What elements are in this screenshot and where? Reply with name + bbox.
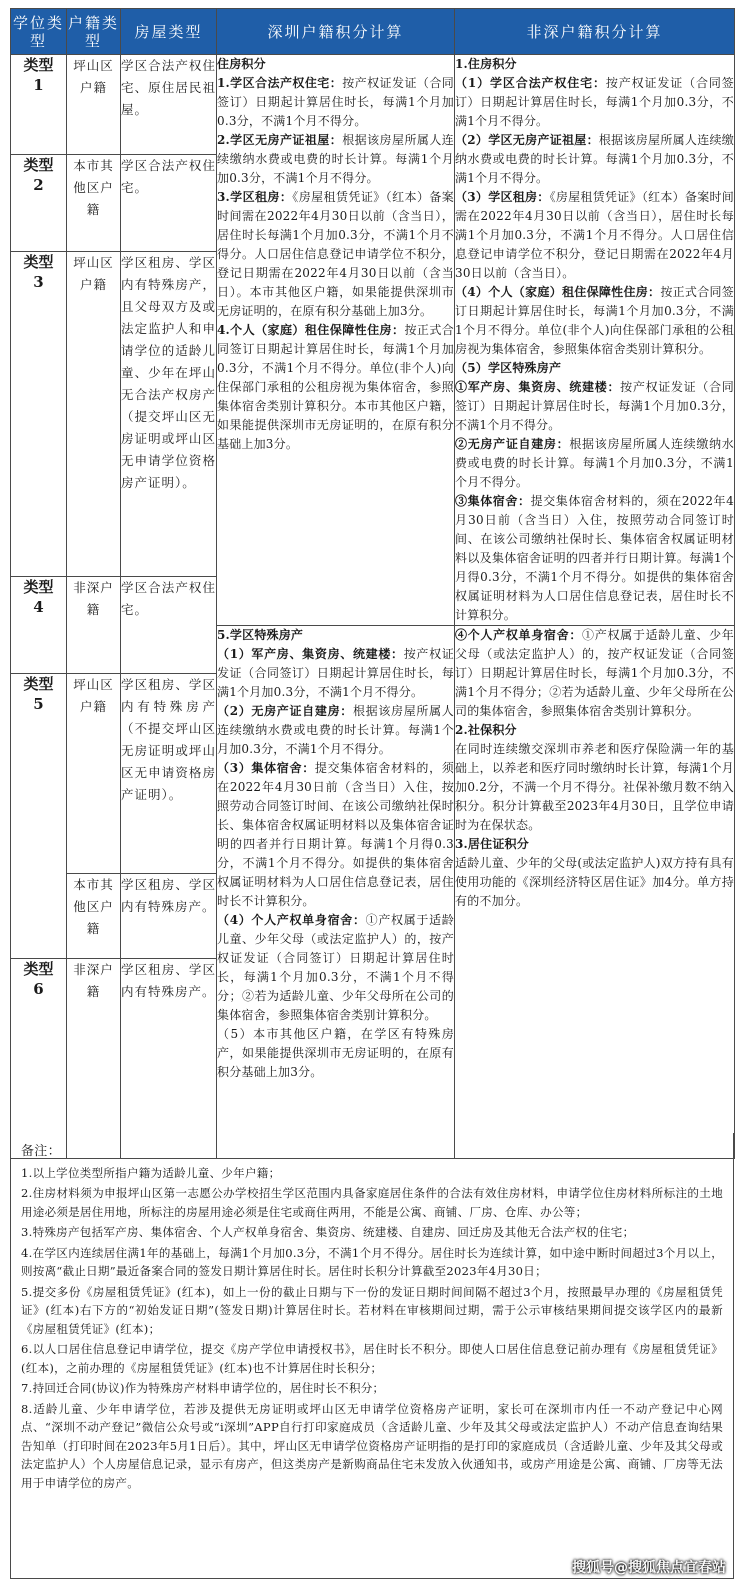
type-6-label: 类型 6 [23, 960, 54, 998]
type-4-huji: 非深户籍 [67, 577, 121, 674]
type-1-cell [11, 55, 67, 155]
note-5: 5.提交多份《房屋租赁凭证》(红本)，如上一份的截止日期与下一份的发证日期时间间隔不超过3个月，按照最早办理的《房屋租赁凭证》(红本)右下方的“初始发证日期”(签发日期)计算居住时长。若材料在审核期间过期，需于公示审核结果期间提交该学区内的最新《房屋租赁凭证》(红本)； [21, 1284, 723, 1336]
sz-item-3 [217, 188, 454, 321]
type-5-cell [11, 674, 67, 959]
type-1-label: 类型 1 [23, 56, 54, 94]
fs-item-1-label: （1）学区合法产权住宅： [455, 76, 606, 90]
sz-item-4-label: 4.个人（家庭）租住保障性住房： [217, 323, 405, 337]
header-row [11, 9, 735, 55]
shenzhen-block-1 [217, 55, 455, 626]
sz-special-4-label: （4）个人产权单身宿舍： [217, 913, 366, 927]
sz-special-title: 5.学区特殊房产 [217, 628, 304, 642]
note-6: 6.以人口居住信息登记申请学位，提交《房产学位申请授权书》，居住时长不积分。即使人口居住信息登记前办理有《房屋租赁凭证》(红本)，之前办理的《房屋租赁凭证》(红本)也不计算居住时长积分； [21, 1342, 723, 1375]
type-5-huji-2: 本市其他区户籍 [67, 874, 121, 959]
sz-special-3-text: 提交集体宿舍材料的，须在2022年4月30日前（含当日）入住，按照劳动合同签订时间、在该公司缴纳社保时长、集体宿舍权属证明材料以及集体宿舍证明的四者并行日期计算。每满1个月得0.3分，不满1个月不得分。如提供的集体宿舍权属证明材料为人口居住信息登记表，居住时长不计算积分。 [217, 761, 455, 908]
type-1-huji: 坪山区户籍 [67, 55, 121, 155]
header-shenzhen-points: 深圳户籍积分计算 [217, 9, 455, 55]
fs-special-a [455, 378, 734, 435]
fs-item-1-text: 按产权证发证（合同签订）日期起计算居住时长，每满1个月加0.3分，不满1个月不得分。 [455, 76, 734, 128]
notes-title: 备注： [21, 1144, 61, 1159]
fs-special-a-label: ①军产房、集资房、统建楼： [455, 380, 621, 394]
points-table [10, 8, 735, 1159]
type-6-house: 学区租房、学区内有特殊房产。 [121, 959, 217, 1159]
sz-item-2-label: 2.学区无房产证祖屋： [217, 133, 343, 147]
fs-residence-title: 3.居住证积分 [455, 837, 529, 851]
type-3-huji: 坪山区户籍 [67, 252, 121, 577]
note-8: 8.适龄儿童、少年申请学位，若涉及提供无房证明或坪山区无申请学位资格房产证明，家长可在深圳市内任一不动产登记中心网点、“深圳不动产登记”微信公众号或“i深圳”APP自行打印家庭成员（含适龄儿童、少年及其父母或法定监护人）不动产信息查询结果告知单（打印时间在2023年5月1日后）。其中，坪山区无申请学位资格房产证明指的是打印的家庭成员（含适龄儿童、少年及其父母或法定监护人）个人房屋信息记录，显示有房产，但这类房产是新购商品住宅未发放入伙通知书，或房产用途是公寓、商铺、厂房等无法用于申请学位的房产。 [21, 1401, 723, 1490]
type-1-house: 学区合法产权住宅、原住居民祖屋。 [121, 55, 217, 155]
type-2-huji: 本市其他区户籍 [67, 155, 121, 252]
sz-item-2 [217, 131, 454, 188]
fs-item-2-label: （2）学区无房产证祖屋： [455, 133, 599, 147]
fs-special-d-text: ①产权属于适龄儿童、少年父母（或法定监护人）的，按产权证发证（合同签订）日期起计算居住时长，每满1个月加0.3分，不满1个月不得分；②若为适龄儿童、少年父母所在公司的集体宿舍，参照集体宿舍类别计算积分。 [455, 628, 734, 718]
fs-item-3 [455, 188, 734, 283]
sz-item-1 [217, 74, 454, 131]
sz-special-1 [217, 645, 454, 702]
note-3: 3.特殊房产包括军产房、集体宿舍、个人产权单身宿舍、集资房、统建楼、自建房、回迁房及其他无合法产权的住宅； [21, 1225, 635, 1239]
fs-special-b [455, 435, 734, 492]
fs-special-c [455, 492, 734, 625]
note-4: 4.在学区内连续居住满1年的基础上，每满1个月加0.3分，不满1个月不得分。居住时长为连续计算，如中途中断时间超过3个月以上，则按离“截止日期”最近备案合同的签发日期计算居住时长。居住时长积分计算截至2023年4月30日； [21, 1245, 723, 1278]
note-7: 7.持回迁合同(协议)作为特殊房产材料申请学位的，居住时长不积分； [21, 1381, 385, 1395]
sz-housing-title: 住房积分 [217, 57, 266, 71]
sz-special-3-label: （3）集体宿舍： [217, 761, 315, 775]
fs-item-3-label: （3）学区租房： [455, 190, 550, 204]
fs-item-1 [455, 74, 734, 131]
fs-special-c-label: ③集体宿舍： [455, 494, 531, 508]
fs-special-d-label: ④个人产权单身宿舍： [455, 628, 583, 642]
header-nonshenzhen-points: 非深户籍积分计算 [455, 9, 735, 55]
header-house-type: 房屋类型 [121, 9, 217, 55]
sz-item-3-text: 《房屋租赁凭证》（红本）备案时间需在2022年4月30日以前（含当日），居住时长每满1个月加0.3分，不满1个月不得分。人口居住信息登记申请学位不积分，登记日期需在2022年4月30日以前（含当日）。本市其他区户籍，如果能提供深圳市无房证明的，在原有积分基础上加3分。 [217, 190, 454, 318]
fs-special-title: （5）学区特殊房产 [455, 361, 562, 375]
sz-special-1-label: （1）军产房、集资房、统建楼： [217, 647, 404, 661]
type-4-house: 学区合法产权住宅。 [121, 577, 217, 674]
sz-special-2-text: 根据该房屋所属人连续缴纳水费或电费的时长计算。每满1个月加0.3分，不满1个月不得分。 [217, 704, 454, 756]
type-4-label: 类型 4 [23, 578, 54, 616]
sz-special-4 [217, 911, 454, 1025]
nonshenzhen-block-1 [455, 55, 735, 626]
sz-item-4-text: 按正式合同签订日期起计算居住时长，每满1个月加0.3分，不满1个月不得分。单位(非个人)向住保部门承租的公租房视为集体宿舍，参照集体宿舍类别计算积分。本市其他区户籍，如果能提供深圳市无房证明的，在原有积分基础上加3分。 [217, 323, 454, 451]
type-6-cell [11, 959, 67, 1159]
fs-special-d [455, 626, 734, 721]
sz-item-4 [217, 321, 454, 454]
fs-housing-title: 1.住房积分 [455, 57, 517, 71]
type-4-cell [11, 577, 67, 674]
type-3-house: 学区租房、学区内有特殊房产，且父母双方及或法定监护人和申请学位的适龄儿童、少年在坪山无合法产权房产（提交坪山区无房证明或坪山区无申请学位资格房产证明）。 [121, 252, 217, 577]
header-huji-type: 户籍类型 [67, 9, 121, 55]
nonshenzhen-block-2 [455, 626, 735, 1159]
type-2-cell [11, 155, 67, 252]
watermark: 搜狐号@搜狐焦点宜春站 [572, 1560, 726, 1576]
fs-special-a-text: 按产权证发证（合同签订）日期起计算居住时长，每满1个月加0.3分，不满1个月不得分。 [455, 380, 734, 432]
sz-item-3-label: 3.学区租房： [217, 190, 293, 204]
fs-residence-text: 适龄儿童、少年的父母(或法定监护人)双方持有具有使用功能的《深圳经济特区居住证》加4分。单方持有的不加分。 [455, 856, 734, 908]
fs-special-b-text: 根据该房屋所属人连续缴纳水费或电费的时长计算。每满1个月加0.3分，不满1个月不得分。 [455, 437, 734, 489]
note-2: 2.住房材料须为申报坪山区第一志愿公办学校招生学区范围内具备家庭居住条件的合法有效住房材料，申请学位住房材料所标注的土地用途必须是居住用地，所标注的房屋用途必须是住宅或商住两用，不能是公寓、商铺、厂房、仓库、办公等； [21, 1186, 723, 1219]
type-5-house-1: 学区租房、学区内有特殊房产（不提交坪山区无房证明或坪山区无申请资格房产证明）。 [121, 674, 217, 874]
type-6-huji: 非深户籍 [67, 959, 121, 1159]
fs-item-4-label: （4）个人（家庭）租住保障性住房： [455, 285, 661, 299]
type-3-cell [11, 252, 67, 577]
fs-social-title: 2.社保积分 [455, 723, 517, 737]
sz-special-5: （5）本市其他区户籍，在学区有特殊房产，如果能提供深圳市无房证明的，在原有积分基础上加3分。 [217, 1027, 454, 1079]
fs-item-4 [455, 283, 734, 359]
note-1: 1.以上学位类型所指户籍为适龄儿童、少年户籍； [21, 1165, 281, 1180]
sz-special-4-text: ①产权属于适龄儿童、少年父母（或法定监护人）的，按产权证发证（合同签订）日期起计算居住时长，每满1个月加0.3分，不满1个月不得分；②若为适龄儿童、少年父母所在公司的集体宿舍，参照集体宿舍类别计算积分。 [217, 913, 454, 1022]
type-5-huji-1: 坪山区户籍 [67, 674, 121, 874]
header-degree-type: 学位类型 [11, 9, 67, 55]
sz-special-1-text: 按产权证发证（合同签订）日期起计算居住时长，每满1个月加0.3分，不满1个月不得分。 [217, 647, 454, 699]
sz-special-2-label: （2）无房产证自建房： [217, 704, 353, 718]
type-2-label: 类型 2 [23, 156, 54, 194]
type-5-house-2: 学区租房、学区内有特殊房产。 [121, 874, 217, 959]
row-type-1 [11, 55, 735, 155]
fs-item-3-text: 《房屋租赁凭证》（红本）备案时间需在2022年4月30日以前（含当日），居住时长每满1个月加0.3分，不满1个月不得分。人口居住信息登记申请学位不积分，登记日期需在2022年4月30日以前（含当日）。 [455, 190, 734, 280]
shenzhen-block-2 [217, 626, 455, 1159]
fs-special-c-text: 提交集体宿舍材料的，须在2022年4月30日前（含当日）入住，按照劳动合同签订时间、在该公司缴纳社保时长、集体宿舍权属证明材料以及集体宿舍证明的四者并行日期计算。每满1个月得0.3分，不满1个月不得分。如提供的集体宿舍权属证明材料为人口居住信息登记表，居住时长不计算积分。 [455, 494, 734, 622]
type-5-label: 类型 5 [23, 675, 54, 713]
fs-social-text: 在同时连续缴交深圳市养老和医疗保险满一年的基础上，以养老和医疗同时缴纳时长计算，每满1个月加0.2分，不满一个月不得分。社保补缴月数不纳入积分。积分计算截至2023年4月30日，且学位申请时为在保状态。 [455, 742, 734, 832]
sz-special-3 [217, 759, 454, 911]
sz-item-2-text: 根据该房屋所属人连续缴纳水费或电费的时长计算。每满1个月加0.3分，不满1个月不得分。 [217, 133, 454, 185]
fs-item-2 [455, 131, 734, 188]
fs-item-4-text: 按正式合同签订日期起计算居住时长，每满1个月加0.3分，不满1个月不得分。单位(非个人)向住保部门承租的公租房视为集体宿舍，参照集体宿舍类别计算积分。 [455, 285, 734, 356]
sz-item-1-label: 1.学区合法产权住宅： [217, 76, 343, 90]
type-3-label: 类型 3 [23, 253, 54, 291]
type-2-house: 学区合法产权住宅。 [121, 155, 217, 252]
sz-special-2 [217, 702, 454, 759]
notes-section [10, 1133, 734, 1579]
fs-special-b-label: ②无房产证自建房： [455, 437, 570, 451]
fs-item-2-text: 根据该房屋所属人连续缴纳水费或电费的时长计算。每满1个月加0.3分，不满1个月不得分。 [455, 133, 734, 185]
sz-item-1-text: 按产权证发证（合同签订）日期起计算居住时长，每满1个月加0.3分，不满1个月不得分。 [217, 76, 454, 128]
